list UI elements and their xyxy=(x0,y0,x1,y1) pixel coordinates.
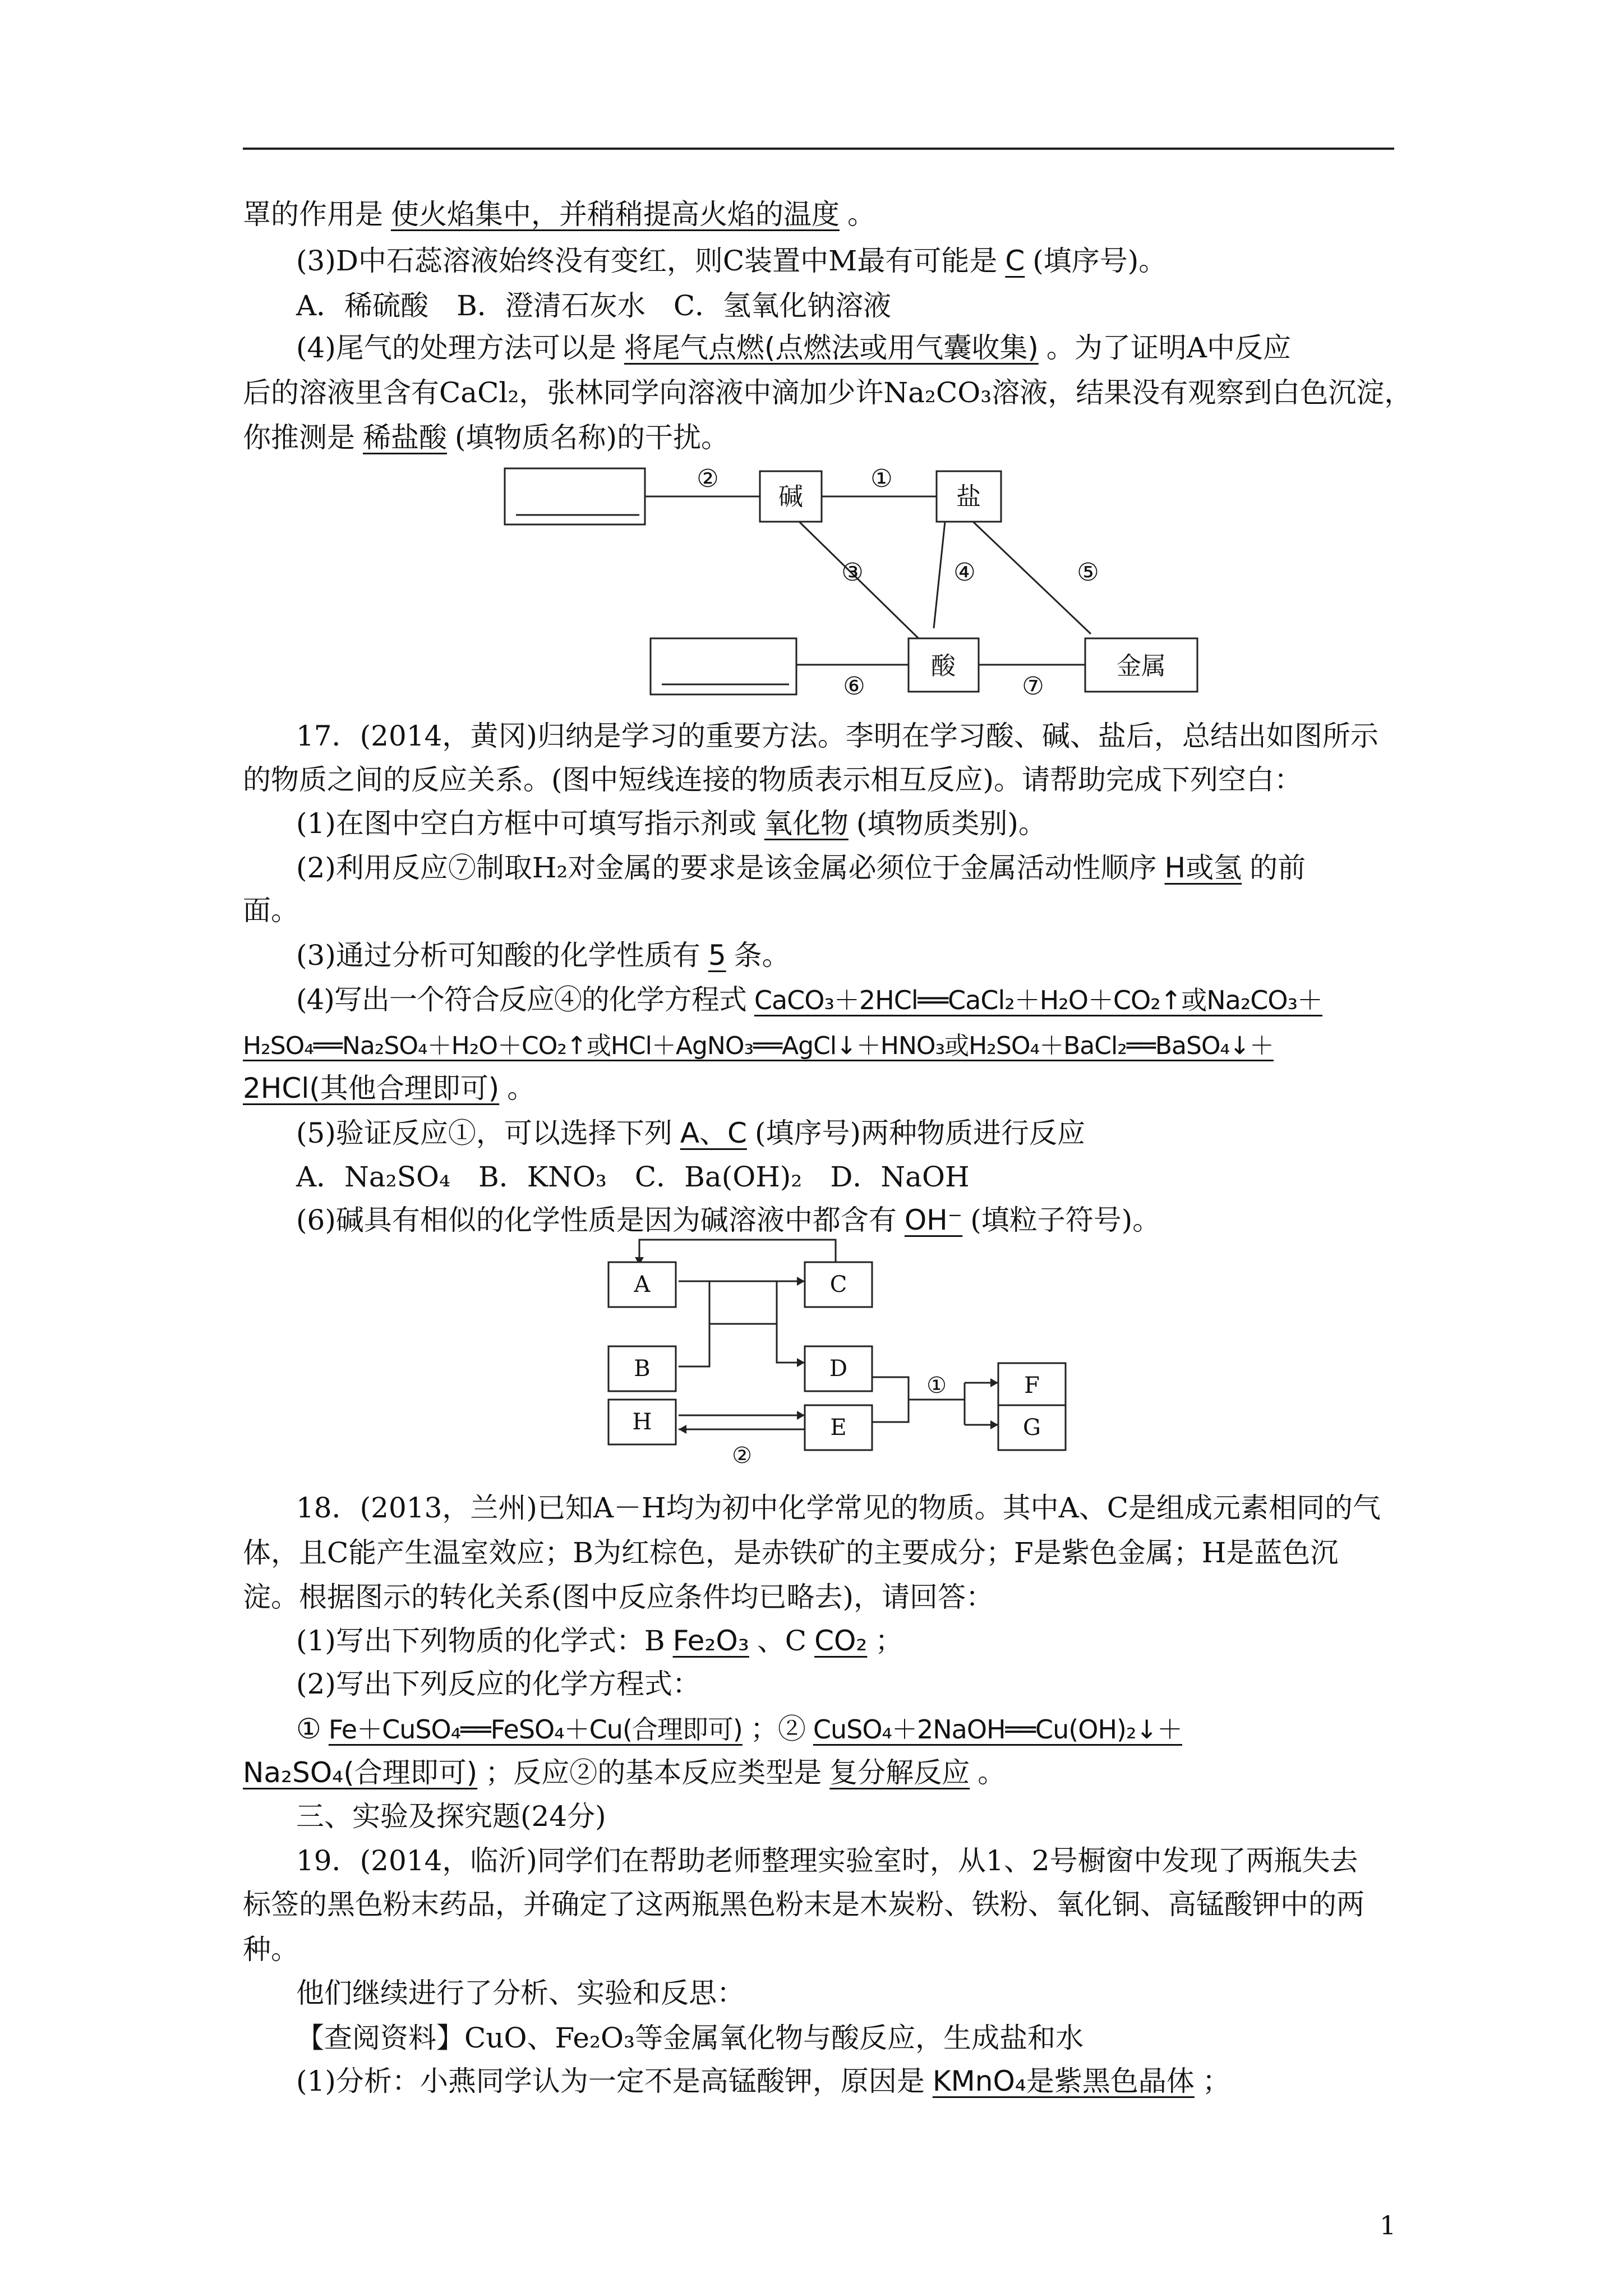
q18-part-1: (1)写出下列物质的化学式：B Fe₂O₃ 、C CO₂ ； xyxy=(296,1625,903,1657)
q17-part-5: (5)验证反应①，可以选择下列 A、C (填序号)两种物质进行反应 xyxy=(296,1117,1085,1149)
q16-line-6: 你推测是 稀盐酸 (填物质名称)的干扰。 xyxy=(243,421,730,454)
reaction-2-label: ② xyxy=(697,464,719,493)
q17-part-4-end: 2HCl(其他合理即可) 。 xyxy=(243,1072,536,1105)
answer-blank: Fe＋CuSO₄══FeSO₄＋Cu(合理即可) xyxy=(328,1714,743,1745)
q17-part-2: (2)利用反应⑦制取H₂对金属的要求是该金属必须位于金属活动性顺序 H或氢 的前 xyxy=(296,852,1306,884)
q17-part-4: (4)写出一个符合反应④的化学方程式 CaCO₃＋2HCl══CaCl₂＋H₂O＋CO₂↑或Na₂CO₃＋ xyxy=(243,983,1451,1017)
q17-options: A．Na₂SO₄ B．KNO₃ C．Ba(OH)₂ D．NaOH xyxy=(296,1161,970,1193)
reaction-4-label: ④ xyxy=(953,558,976,587)
q17-part-2-cont: 面。 xyxy=(243,894,299,927)
answer-blank: CaCO₃＋2HCl══CaCl₂＋H₂O＋CO₂↑或Na₂CO₃＋ xyxy=(754,985,1323,1015)
answer-blank: Na₂SO₄(合理即可) xyxy=(243,1756,478,1789)
answer-blank: 稀盐酸 xyxy=(363,421,447,454)
reaction-6-label: ⑥ xyxy=(843,672,865,701)
answer-blank: OH⁻ xyxy=(904,1204,963,1236)
blank-box-bottom xyxy=(651,638,796,694)
q18-stem-3: 淀。根据图示的转化关系(图中反应条件均已略去)，请回答： xyxy=(243,1581,994,1613)
label-c: C xyxy=(829,1272,847,1297)
header-rule xyxy=(243,148,1394,150)
q19-stem-3: 种。 xyxy=(243,1933,299,1966)
label-e: E xyxy=(830,1415,847,1441)
blank-box-left xyxy=(505,468,645,524)
q19-stem-1: 19．(2014，临沂)同学们在帮助老师整理实验室时，从1、2号橱窗中发现了两瓶失去 xyxy=(296,1844,1358,1877)
q18-part-2-eq: ① Fe＋CuSO₄══FeSO₄＋Cu(合理即可) ；② CuSO₄＋2NaOH══Cu(OH)₂↓＋ xyxy=(243,1712,1451,1746)
answer-blank: 2HCl(其他合理即可) xyxy=(243,1072,500,1105)
q16-line-1: 罩的作用是 使火焰集中，并稍稍提高火焰的温度 。 xyxy=(243,198,875,231)
q18-part-2: (2)写出下列反应的化学方程式： xyxy=(296,1668,700,1700)
answer-blank: 5 xyxy=(708,939,726,972)
answer-blank: KMnO₄是紫黑色晶体 xyxy=(932,2065,1195,2097)
answer-blank: H₂SO₄══Na₂SO₄＋H₂O＋CO₂↑或HCl＋AgNO₃══AgCl↓＋HNO₃或H₂SO₄＋BaCl₂══BaSO₄↓＋ xyxy=(243,1032,1274,1060)
answer-blank: 复分解反应 xyxy=(829,1756,970,1789)
q18-stem-1: 18．(2013，兰州)已知A－H均为初中化学常见的物质。其中A、C是组成元素相同的气 xyxy=(296,1492,1381,1524)
reaction-relation-diagram xyxy=(496,460,1225,701)
label-f: F xyxy=(1024,1373,1040,1398)
salt-label: 盐 xyxy=(956,482,981,511)
answer-blank: CO₂ xyxy=(814,1625,868,1657)
q18-stem-2: 体，且C能产生温室效应；B为红棕色，是赤铁矿的主要成分；F是紫色金属；H是蓝色沉 xyxy=(243,1536,1339,1569)
q17-stem-1: 17．(2014，黄冈)归纳是学习的重要方法。李明在学习酸、碱、盐后，总结出如图所示 xyxy=(296,720,1378,752)
label-b: B xyxy=(634,1356,651,1382)
q19-part-1: (1)分析：小燕同学认为一定不是高锰酸钾，原因是 KMnO₄是紫黑色晶体 ； xyxy=(296,2065,1230,2097)
q19-stem-2: 标签的黑色粉末药品，并确定了这两瓶黑色粉末是木炭粉、铁粉、氧化铜、高锰酸钾中的两 xyxy=(243,1888,1364,1921)
q17-part-3: (3)通过分析可知酸的化学性质有 5 条。 xyxy=(296,939,790,972)
acid-label: 酸 xyxy=(931,652,956,680)
q16-line-5: 后的溶液里含有CaCl₂，张林同学向溶液中滴加少许Na₂CO₃溶液，结果没有观察到白色沉淀， xyxy=(243,376,1413,409)
answer-blank: A、C xyxy=(680,1117,747,1149)
q17-part-6: (6)碱具有相似的化学性质是因为碱溶液中都含有 OH⁻ (填粒子符号)。 xyxy=(296,1204,1161,1236)
metal-label: 金属 xyxy=(1117,652,1166,680)
label-g: G xyxy=(1023,1415,1041,1441)
answer-blank: CuSO₄＋2NaOH══Cu(OH)₂↓＋ xyxy=(813,1714,1182,1745)
label-d: D xyxy=(829,1356,848,1382)
answer-blank: C xyxy=(1005,245,1025,277)
label-h: H xyxy=(632,1409,652,1435)
q16-options: A．稀硫酸 B．澄清石灰水 C．氢氧化钠溶液 xyxy=(296,289,892,322)
base-label: 碱 xyxy=(778,482,803,511)
answer-blank: 使火焰集中，并稍稍提高火焰的温度 xyxy=(391,198,840,231)
answer-blank: Fe₂O₃ xyxy=(672,1625,749,1657)
q17-part-4-cont xyxy=(243,1028,1398,1063)
label-a: A xyxy=(634,1272,651,1297)
conversion-diagram xyxy=(606,1237,1088,1473)
reaction-1-label: ① xyxy=(926,1373,947,1398)
page-number: 1 xyxy=(1380,2210,1396,2240)
q17-part-1: (1)在图中空白方框中可填写指示剂或 氧化物 (填物质类别)。 xyxy=(296,807,1046,840)
answer-blank: 氧化物 xyxy=(764,807,849,840)
q16-line-4: (4)尾气的处理方法可以是 将尾气点燃(点燃法或用气囊收集) 。为了证明A中反应 xyxy=(296,332,1291,364)
reaction-1-label: ① xyxy=(870,464,893,493)
reaction-3-label: ③ xyxy=(841,558,864,587)
q17-stem-2: 的物质之间的反应关系。(图中短线连接的物质表示相互反应)。请帮助完成下列空白： xyxy=(243,763,1303,796)
q19-reference: 【查阅资料】CuO、Fe₂O₃等金属氧化物与酸反应，生成盐和水 xyxy=(296,2022,1084,2054)
q16-line-2: (3)D中石蕊溶液始终没有变红，则C装置中M最有可能是 C (填序号)。 xyxy=(296,245,1167,277)
reaction-7-label: ⑦ xyxy=(1022,672,1044,701)
q19-stem-4: 他们继续进行了分析、实验和反思： xyxy=(296,1977,745,2009)
answer-blank: 将尾气点燃(点燃法或用气囊收集) xyxy=(624,332,1039,364)
answer-blank: H或氢 xyxy=(1164,852,1242,884)
section-3-title: 三、实验及探究题(24分) xyxy=(296,1800,606,1833)
q18-part-2-cont: Na₂SO₄(合理即可) ；反应②的基本反应类型是 复分解反应 。 xyxy=(243,1756,1006,1789)
reaction-5-label: ⑤ xyxy=(1077,558,1099,587)
reaction-2-label: ② xyxy=(732,1443,752,1469)
